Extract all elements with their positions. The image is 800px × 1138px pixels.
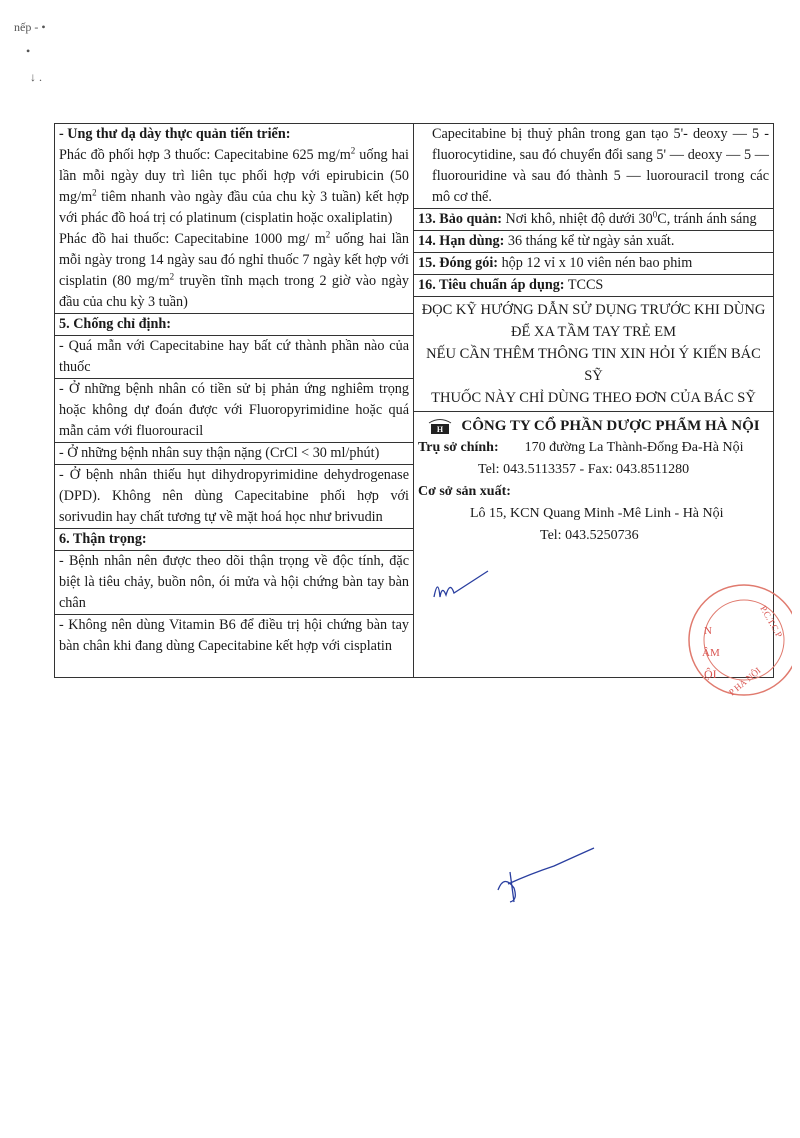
- warning-line: THUỐC NÀY CHỈ DÙNG THEO ĐƠN CỦA BÁC SỸ: [431, 390, 756, 406]
- company-stamp: [682, 578, 792, 702]
- expiry-line: 14. Hạn dùng: 36 tháng kể từ ngày sản xuất.: [414, 231, 773, 253]
- scan-mark: ↓ .: [30, 70, 42, 84]
- gastric-regimen-2: Phác đồ hai thuốc: Capecitabine 1000 mg/ $m^2$ uống hai lần mỗi ngày trong 14 ngày sau đó nghỉ thuốc 7 ngày kết hợp với cisplatin (80 $mg/m^2$ truyền tĩnh mạch trong 2 giờ vào ngày đầu của chu kỳ 3 tuần): [55, 229, 413, 314]
- company-name: CÔNG TY CỔ PHẦN DƯỢC PHẨM HÀ NỘI: [461, 418, 760, 434]
- warning-line: ĐỂ XA TẦM TAY TRẺ EM: [511, 324, 676, 340]
- left-column: [55, 124, 414, 678]
- scan-mark: •: [26, 44, 31, 58]
- plant-phone: Tel: 043.5250736: [540, 528, 639, 543]
- packing-line: 15. Đóng gói: hộp 12 vỉ x 10 viên nén bao phim: [414, 253, 773, 275]
- contraindication-item: - Ở những bệnh nhân suy thận nặng (CrCl < 30 ml/phút): [55, 443, 413, 465]
- warning-line: ĐỌC KỸ HƯỚNG DẪN SỬ DỤNG TRƯỚC KHI DÙNG: [421, 302, 766, 318]
- warning-line: NẾU CẦN THÊM THÔNG TIN XIN HỎI Ý KIẾN BÁC SỸ: [426, 346, 761, 384]
- metabolism-text: Capecitabine bị thuỷ phân trong gan tạo 5'- deoxy — 5 - fluorocytidine, sau đó chuyển đổi sang 5' — deoxy — 5 — fluorouridine và sau đó thành 5 — luorouracil trong các mô cơ thể.: [414, 124, 773, 209]
- plant-label: Cơ sở sản xuất:: [418, 484, 511, 499]
- company-header: [418, 415, 769, 437]
- gastric-regimen-3: Phác đồ phối hợp 3 thuốc: Capecitabine 625 $mg/m^2$ uống hai lần mỗi ngày duy trì liên tục phối hợp với epirubicin (50 $mg/m^2$ tiêm nhanh vào ngày đầu của chu kỳ 3 tuần) kết hợp với phác đồ hoá trị có platinum (cisplatin hoặc oxaliplatin): [59, 145, 409, 226]
- contraindication-item: - Ở bệnh nhân thiếu hụt dihydropyrimidine dehydrogenase (DPD). Không nên dùng Capecitabine phối hợp với sorivudin hay chất tương tự về mặt hoá học như brivudin: [55, 465, 413, 529]
- contraindication-title: 5. Chống chỉ định:: [55, 314, 413, 336]
- stamp-line: N: [704, 625, 712, 637]
- stamp-ring-text: P.C.T.C.P: [758, 604, 785, 640]
- standard-line: 16. Tiêu chuẩn áp dụng: TCCS: [414, 275, 773, 297]
- stamp-bottom-text: P HÀ NỘI: [726, 665, 763, 698]
- leaflet-table: [54, 123, 774, 678]
- stamp-line: ỘI: [704, 667, 717, 681]
- contraindication-item: - Ở những bệnh nhân có tiền sử bị phản ứng nghiêm trọng hoặc không dự đoán được với Fluoropyrimidine hoặc quá mẫn cảm với fluorouracil: [55, 379, 413, 443]
- company-logo-icon: [427, 417, 453, 435]
- gastric-title: - Ung thư dạ dày thực quản tiến triển:: [59, 126, 291, 142]
- svg-text:H: H: [437, 425, 444, 434]
- storage-line: 13. Bảo quản: Nơi khô, nhiệt độ dưới $30^0C$, tránh ánh sáng: [414, 209, 773, 231]
- contraindication-item: - Quá mẫn với Capecitabine hay bất cứ thành phần nào của thuốc: [55, 336, 413, 379]
- caution-item: - Không nên dùng Vitamin B6 để điều trị hội chứng bàn tay bàn chân khi đang dùng Capecitabine kết hợp với cisplatin: [59, 617, 409, 654]
- scan-mark: nếp - •: [14, 20, 46, 34]
- stamp-line: ÂM: [702, 647, 720, 659]
- caution-title: 6. Thận trọng:: [55, 529, 413, 551]
- caution-item: - Bệnh nhân nên được theo dõi thận trọng về độc tính, đặc biệt là tiêu chảy, buồn nôn, ói mửa và hội chứng bàn tay bàn chân: [55, 551, 413, 615]
- hq-phone: Tel: 043.5113357 - Fax: 043.8511280: [478, 462, 690, 477]
- hq-line: Trụ sở chính: 170 đường La Thành-Đống Đa-Hà Nội: [418, 440, 744, 455]
- signature-mark: [428, 567, 498, 617]
- plant-address: Lô 15, KCN Quang Minh -Mê Linh - Hà Nội: [470, 506, 724, 521]
- warning-block: [414, 297, 773, 412]
- signature-mark: [490, 844, 600, 904]
